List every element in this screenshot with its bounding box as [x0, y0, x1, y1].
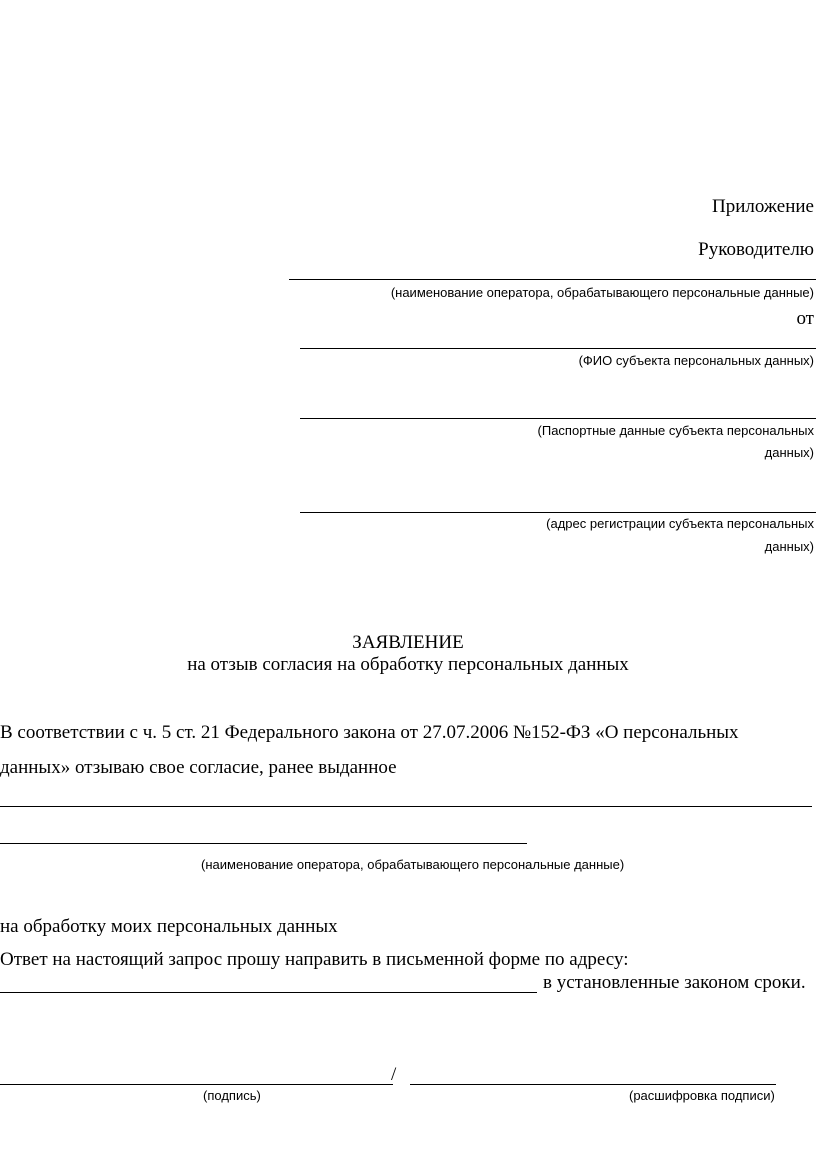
- signature-decoding-field-line[interactable]: [410, 1084, 776, 1085]
- decoding-caption: (расшифровка подписи): [629, 1088, 775, 1103]
- address-caption-line-1: (адрес регистрации субъекта персональных: [546, 516, 814, 531]
- operator-name-field-line[interactable]: [289, 279, 816, 280]
- operator-caption: (наименование оператора, обрабатывающего персональные данные): [390, 285, 814, 300]
- body-paragraph-line-2: данных» отзываю свое согласие, ранее выданное: [0, 757, 397, 778]
- address-field-line[interactable]: [300, 512, 816, 513]
- processing-text: на обработку моих персональных данных: [0, 916, 338, 937]
- signature-separator: /: [391, 1064, 397, 1085]
- deadline-text: в установленные законом сроки.: [543, 972, 806, 993]
- addressee-label: Руководителю: [698, 239, 814, 260]
- passport-caption-line-1: (Паспортные данные субъекта персональных: [537, 423, 814, 438]
- appendix-label: Приложение: [712, 196, 814, 217]
- signature-field-line[interactable]: [0, 1084, 393, 1085]
- body-paragraph-line-1: В соответствии с ч. 5 ст. 21 Федерального закона от 27.07.2006 №152-ФЗ «О персональных: [0, 722, 739, 743]
- reply-request-text: Ответ на настоящий запрос прошу направить в письменной форме по адресу:: [0, 949, 629, 970]
- signature-caption: (подпись): [203, 1088, 261, 1103]
- fio-field-line[interactable]: [300, 348, 816, 349]
- passport-field-line[interactable]: [300, 418, 816, 419]
- fio-caption: (ФИО субъекта персональных данных): [578, 353, 814, 368]
- operator-full-field-line[interactable]: [0, 806, 812, 807]
- from-label: от: [796, 308, 814, 329]
- document-subtitle: на отзыв согласия на обработку персональных данных: [187, 654, 629, 675]
- operator-caption-body: (наименование оператора, обрабатывающего персональные данные): [201, 857, 625, 872]
- operator-continuation-field-line[interactable]: [0, 843, 527, 844]
- document-title: ЗАЯВЛЕНИЕ: [352, 632, 464, 653]
- address-caption-line-2: данных): [764, 539, 814, 554]
- passport-caption-line-2: данных): [764, 445, 814, 460]
- reply-address-field-line[interactable]: [0, 992, 537, 993]
